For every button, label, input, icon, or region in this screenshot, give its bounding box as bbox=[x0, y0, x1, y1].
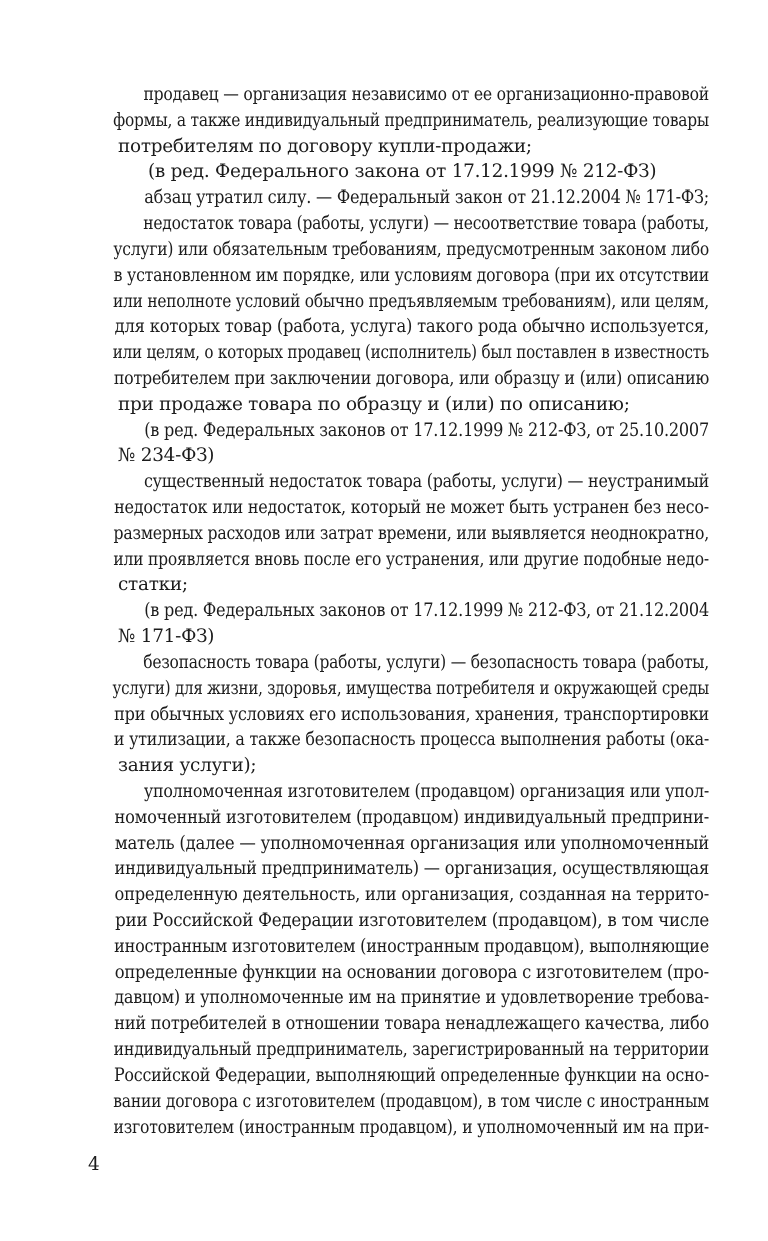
text-line: индивидуальный предприниматель) — организация, осуществляющая bbox=[114, 858, 710, 880]
page-body bbox=[88, 82, 709, 1140]
text-line: (в ред. Федеральных законов от 17.12.1999 № 212-ФЗ, от 21.12.2004 bbox=[144, 600, 709, 622]
text-line: потребителем при заключении договора, или образцу и (или) описанию bbox=[113, 367, 710, 389]
text-line: для которых товар (работа, услуга) такого рода обычно используется, bbox=[114, 316, 710, 338]
text-line: недостаток товара (работы, услуги) — несоответствие товара (работы, bbox=[143, 213, 709, 235]
text-line: продавец — организация независимо от ее организационно-правовой bbox=[143, 84, 710, 105]
text-line: статки; bbox=[118, 574, 188, 596]
paragraph-defect-definition bbox=[88, 211, 709, 418]
text-line: потребителям по договору купли-продажи; bbox=[118, 135, 532, 157]
text-line: давцом) и уполномоченные им на принятие и удовлетворение требова- bbox=[114, 987, 709, 1009]
text-line: рии Российской Федерации изготовителем (продавцом), в том числе bbox=[115, 910, 709, 931]
text-line: при продаже товара по образцу и (или) по описанию; bbox=[118, 393, 630, 415]
text-line: услуги) для жизни, здоровья, имущества потребителя и окружающей среды bbox=[112, 677, 709, 699]
text-line: уполномоченная изготовителем (продавцом) организация или упол- bbox=[143, 780, 709, 802]
text-line: безопасность товара (работы, услуги) — безопасность товара (работы, bbox=[143, 651, 710, 673]
text-line: при обычных условиях его использования, хранения, транспортировки bbox=[114, 703, 709, 725]
paragraph-material-defect-definition bbox=[88, 469, 709, 598]
text-line: или целям, о которых продавец (исполнитель) был поставлен в известность bbox=[112, 342, 710, 364]
text-line: определенную деятельность, или организация, созданная на террито- bbox=[114, 884, 709, 906]
paragraph-seller-definition bbox=[88, 82, 709, 159]
text-line: недостаток или недостаток, который не может быть устранен без несо- bbox=[114, 497, 709, 518]
text-line: услуги) или обязательным требованиям, предусмотренным законом либо bbox=[113, 238, 710, 260]
text-line: вании договора с изготовителем (продавцом), в том числе с иностранным bbox=[113, 1090, 710, 1112]
text-line: № 171-ФЗ) bbox=[118, 626, 215, 648]
text-line: № 234-ФЗ) bbox=[118, 445, 215, 467]
paragraph-repealed-note bbox=[88, 185, 709, 211]
text-line: матель (далее — уполномоченная организация или уполномоченный bbox=[114, 832, 710, 854]
text-line: (в ред. Федерального закона от 17.12.1999 № 212-ФЗ) bbox=[148, 161, 657, 183]
text-line: абзац утратил силу. — Федеральный закон от 21.12.2004 № 171-ФЗ; bbox=[144, 187, 710, 209]
text-line: существенный недостаток товара (работы, услуги) — неустранимый bbox=[143, 471, 710, 493]
text-line: формы, а также индивидуальный предприниматель, реализующие товары bbox=[113, 109, 709, 131]
text-line: (в ред. Федеральных законов от 17.12.1999 № 212-ФЗ, от 25.10.2007 bbox=[144, 419, 709, 441]
paragraph-amendment-note bbox=[88, 159, 709, 185]
text-line: иностранным изготовителем (иностранным продавцом), выполняющие bbox=[114, 935, 710, 957]
paragraph-product-safety-definition bbox=[88, 650, 709, 779]
text-line: номоченный изготовителем (продавцом) индивидуальный предприни- bbox=[114, 806, 710, 828]
text-line: ний потребителей в отношении товара ненадлежащего качества, либо bbox=[114, 1013, 710, 1035]
text-line: изготовителем (иностранным продавцом), и уполномоченный им на при- bbox=[113, 1116, 709, 1138]
paragraph-amendment-note bbox=[88, 418, 709, 470]
text-line: в установленном им порядке, или условиям договора (при их отсутствии bbox=[113, 264, 710, 286]
text-line: или неполноте условий обычно предъявляемым требованиям), или целям, bbox=[113, 290, 709, 312]
text-line: или проявляется вновь после его устранения, или другие подобные недо- bbox=[113, 548, 709, 570]
text-line: и утилизации, а также безопасность процесса выполнения работы (ока- bbox=[113, 729, 710, 751]
text-line: зания услуги); bbox=[118, 755, 257, 777]
text-line: Российской Федерации, выполняющий определенные функции на осно- bbox=[113, 1064, 710, 1086]
text-line: индивидуальный предприниматель, зарегистрированный на территории bbox=[113, 1039, 709, 1061]
text-line: определенные функции на основании договора с изготовителем (про- bbox=[114, 961, 709, 983]
text-line: размерных расходов или затрат времени, или выявляется неоднократно, bbox=[113, 522, 710, 544]
paragraph-authorized-organization-definition bbox=[88, 779, 709, 1140]
paragraph-amendment-note bbox=[88, 598, 709, 650]
page-number: 4 bbox=[88, 1154, 100, 1175]
